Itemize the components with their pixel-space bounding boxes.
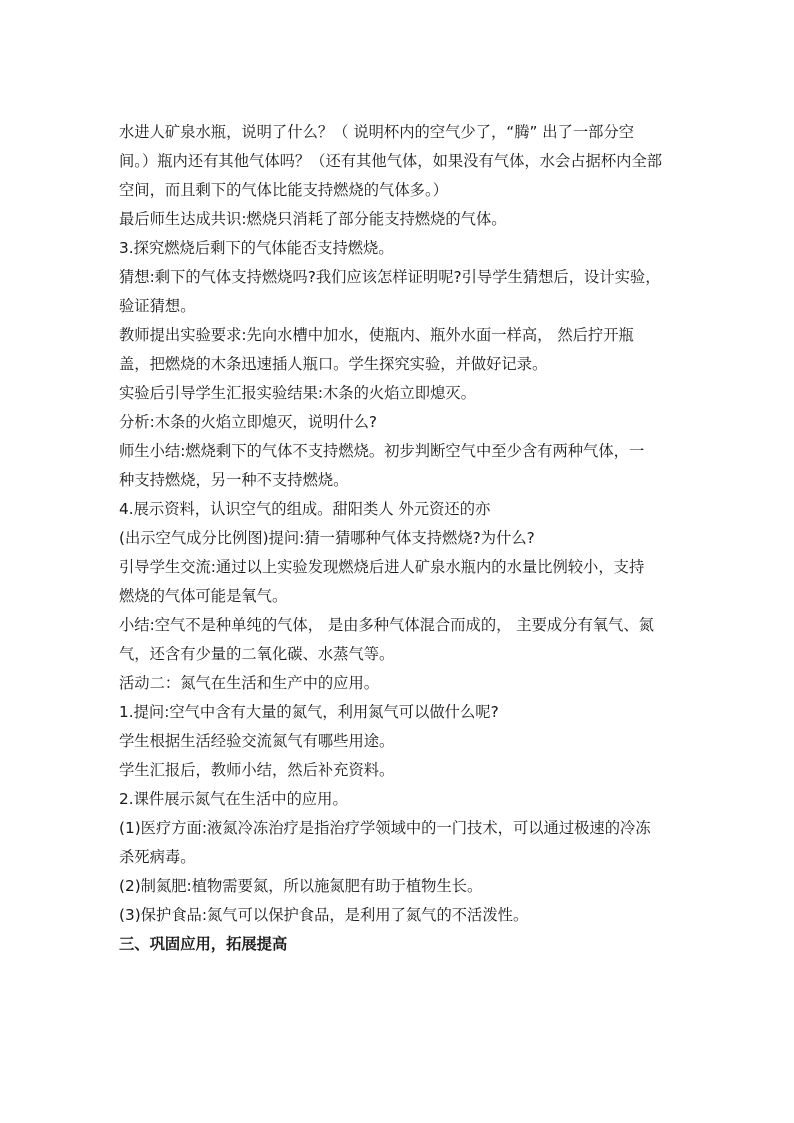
text-line: 验证猜想。 (119, 297, 196, 315)
text-line: 学生汇报后，教师小结，然后补充资料。 (119, 761, 395, 779)
text-line: 师生小结:燃烧剩下的气体不支持燃烧。初步判断空气中至少含有两种气体，一 (119, 442, 645, 460)
text-line: 盖，把燃烧的木条迅速插人瓶口。学生探究实验，并做好记录。 (119, 355, 548, 373)
text-line: 杀死病毒。 (119, 848, 196, 866)
text-line: 3.探究燃烧后剩下的气体能否支持燃烧。 (119, 239, 394, 257)
text-line: 引导学生交流:通过以上实验发现燃烧后进人矿泉水瓶内的水量比例较小，支持 (119, 558, 645, 576)
text-line: 气，还含有少量的二氧化碳、水蒸气等。 (119, 645, 395, 663)
text-line: (1)医疗方面:液氮冷冻治疗是指治疗学领域中的一门技术，可以通过极速的冷冻 (119, 819, 651, 837)
text-line: 小结:空气不是种单纯的气体， 是由多种气体混合而成的， 主要成分有氧气、氮 (119, 616, 654, 634)
text-line: 间。）瓶内还有其他气体吗？（还有其他气体，如果没有气体，水会占据杯内全部 (119, 152, 663, 170)
text-line: 空间，而且剩下的气体比能支持燃烧的气体多。） (119, 181, 448, 199)
text-line: 1.提问:空气中含有大量的氮气，利用氮气可以做什么呢? (119, 703, 499, 721)
text-line: 最后师生达成共识:燃烧只消耗了部分能支持燃烧的气体。 (119, 210, 507, 228)
document-body (119, 118, 679, 959)
text-line: 4.展示资料，认识空气的组成。甜阳类人 外元资还的亦 (119, 500, 491, 518)
text-line: 学生根据生活经验交流氮气有哪些用途。 (119, 732, 395, 750)
text-line: 种支持燃烧，另一种不支持燃烧。 (119, 471, 349, 489)
text-line: 2.课件展示氮气在生活中的应用。 (119, 790, 348, 808)
text-line: 实验后引导学生汇报实验结果:木条的火焰立即熄灭。 (119, 384, 476, 402)
text-line: (出示空气成分比例图)提问:猜一猜哪种气体支持燃烧?为什么? (119, 529, 535, 547)
text-line: (3)保护食品:氮气可以保护食品，是利用了氮气的不活泼性。 (119, 906, 529, 924)
text-line: 猜想:剩下的气体支持燃烧吗?我们应该怎样证明呢?引导学生猜想后，设计实验， (119, 268, 661, 286)
text-line: 燃烧的气体可能是氧气。 (119, 587, 288, 605)
text-line: 分析:木条的火焰立即熄灭，说明什么? (119, 413, 378, 431)
text-line: (2)制氮肥:植物需要氮，所以施氮肥有助于植物生长。 (119, 877, 483, 895)
text-line: 教师提出实验要求:先向水槽中加水，使瓶内、瓶外水面一样高， 然后拧开瓶 (119, 326, 634, 344)
section-heading: 三、巩固应用，拓展提高 (119, 935, 288, 953)
text-line: 水进人矿泉水瓶，说明了什么？（ 说明杯内的空气少了，“腾” 出了一部分空 (119, 123, 635, 141)
text-line: 活动二：氮气在生活和生产中的应用。 (119, 674, 380, 692)
